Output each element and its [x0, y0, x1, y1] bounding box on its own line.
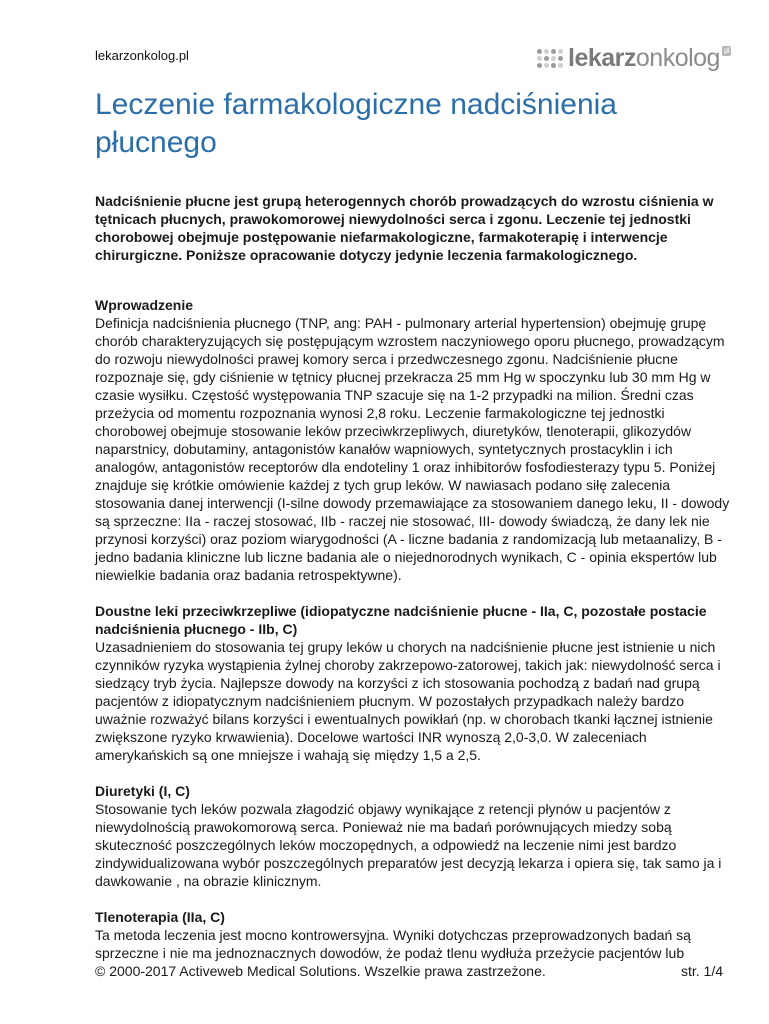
- section-introduction: [95, 296, 735, 584]
- section-heading: Doustne leki przeciwkrzepliwe (idiopatyczne nadciśnienie płucne - IIa, C, pozostałe postacie nadciśnienia płucnego - IIb, C): [95, 603, 707, 637]
- page-title: Leczenie farmakologiczne nadciśnienia płucnego: [95, 88, 617, 159]
- copyright-text: © 2000-2017 Activeweb Medical Solutions. Wszelkie prawa zastrzeżone.: [95, 963, 546, 979]
- section-text: Stosowanie tych leków pozwala złagodzić objawy wynikające z retencji płynów u pacjentów z niewydolnością prawokomorową serca. Ponieważ nie ma badań porównujących miedzy sobą skuteczność poszczególnych leków moczopędnych, a odpowiedź na leczenie nimi jest bardzo zindywidualizowana wybór poszczególnych preparatów jest decyzją lekarza i opiera się, tak samo ja i dawkowanie , na obrazie klinicznym.: [95, 801, 722, 889]
- logo-dots-icon: [537, 49, 563, 68]
- section-oxygen-therapy: [95, 908, 735, 962]
- section-diuretics: [95, 782, 735, 890]
- section-anticoagulants: [95, 602, 735, 764]
- logo-wordmark: lekarzonkolog pl: [568, 43, 730, 72]
- section-text: Uzasadnieniem do stosowania tej grupy leków u chorych na nadciśnienie płucne jest istnienie u nich czynników ryzyka wystąpienia żylnej choroby zakrzepowo-zatorowej, takich jak: niewydolność serca i siedzący tryb życia. Najlepsze dowody na korzyści z ich stosowania pochodzą z badań nad grupą pacjentów z idiopatycznym nadciśnieniem płucnym. W pozostałych przypadkach należy bardzo uważnie rozważyć bilans korzyści i ewentualnych powikłań (np. w chorobach tkanki łącznej istnienie zwiększone ryzyko krwawienia). Docelowe wartości INR wynoszą 2,0-3,0. W zaleceniach amerykańskich są one mniejsze i wahają się między 1,5 a 2,5.: [95, 639, 721, 763]
- section-text: Ta metoda leczenia jest mocno kontrowersyjna. Wyniki dotychczas przeprowadzonych badań są sprzeczne i nie ma jednoznacznych dowodów, że podaż tlenu wydłuża przeżycie pacjentów lub: [95, 927, 691, 961]
- lead-paragraph: Nadciśnienie płucne jest grupą heterogennych chorób prowadzących do wzrostu ciśnienia w tętnicach płucnych, prawokomorowej niewydolności serca i zgonu. Leczenie tej jednostki chorobowej obejmuje postępowanie niefarmakologiczne, farmakoterapię i interwencje chirurgiczne. Poniższe opracowanie dotyczy jedynie leczenia farmakologicznego.: [95, 193, 714, 263]
- article-body: [95, 192, 735, 980]
- site-logo[interactable]: [537, 42, 731, 74]
- section-text: Definicja nadciśnienia płucnego (TNP, ang: PAH - pulmonary arterial hypertension) obejmuję grupę chorób charakteryzujących się postępującym wzrostem naczyniowego oporu płucnego, prowadzącym do rozwoju niewydolności prawej komory serca i przedwczesnego zgonu. Nadciśnienie płucne rozpoznaje się, gdy ciśnienie w tętnicy płucnej przekracza 25 mm Hg w spoczynku lub 30 mm Hg w czasie wysiłku. Częstość występowania TNP szacuje się na 1-2 przypadki na milion. Średni czas przeżycia od momentu rozpoznania wynosi 2,8 roku. Leczenie farmakologiczne tej jednostki chorobowej obejmuje stosowanie leków przeciwkrzepliwych, diuretyków, tlenoterapii, glikozydów naparstnicy, dobutaminy, antagonistów kanałów wapniowych, syntetycznych prostacyklin i ich analogów, antagonistów receptorów dla endoteliny 1 oraz inhibitorów fosfodiesterazy typu 5. Poniżej znajduje się krótkie omówienie każdej z tych grup leków. W nawiasach podano siłę zalecenia stosowania danej interwencji (I-silne dowody przemawiające za stosowaniem danego leku, II - dowody są sprzeczne: IIa - raczej stosować, IIb - raczej nie stosować, III- dowody świadczą, że dany lek nie przynosi korzyści) oraz poziom wiarygodności (A - liczne badania z randomizacją lub metaanalizy, B - jedno badania kliniczne lub liczne badania ale o niejednorodnych wynikach, C - opinia ekspertów lub niewielkie badania oraz badania retrospektywne).: [95, 315, 730, 583]
- section-heading: Diuretyki (I, C): [95, 783, 190, 799]
- section-heading: Tlenoterapia (IIa, C): [95, 909, 225, 925]
- section-heading: Wprowadzenie: [95, 297, 194, 313]
- page-footer: [95, 963, 723, 979]
- page-number: str. 1/4: [680, 963, 723, 979]
- site-name: lekarzonkolog.pl: [95, 48, 189, 63]
